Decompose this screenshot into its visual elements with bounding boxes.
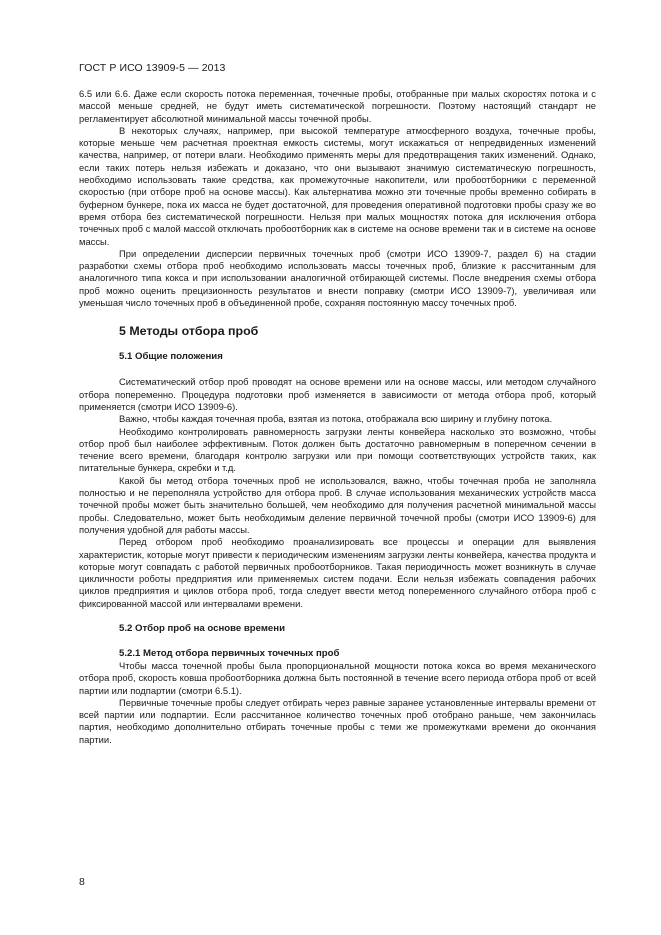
- paragraph-continuation: 6.5 или 6.6. Даже если скорость потока переменная, точечные пробы, отобранные при малых скоростях потока и с массой меньше средней, не будут иметь систематической погрешности. Поэтому настоящий стандарт не регламентирует абсолютной минимальной массы точечной пробы.: [79, 88, 596, 124]
- subsection-heading-5-2-1: 5.2.1 Метод отбора первичных точечных проб: [119, 647, 340, 659]
- paragraph: Необходимо контролировать равномерность загрузки ленты конвейера насколько это возможно, чтобы отбор проб был наиболее эффективным. Поток должен быть достаточно равномерным в поперечном сечении в течение всего времени, благодаря контролю загрузки или при помощи соответствующих устройств таких, как питательные бункера, скребки и т.д.: [79, 425, 596, 474]
- subsection-heading-5-2: 5.2 Отбор проб на основе времени: [119, 622, 285, 634]
- paragraph: Систематический отбор проб проводят на основе времени или на основе массы, или методом случайного отбора попеременно. Процедура подготовки проб изменяется в зависимости от метода отбора проб, который применяется (смотри ИСО 13909-6).: [79, 376, 596, 412]
- paragraph: Перед отбором проб необходимо проанализировать все процессы и операции для выявления характеристик, которые могут привести к периодическим изменениям загрузки ленты конвейера, качества продукта и которые могут совпадать с работой первичных пробоотборников. Такая периодичность может возникнуть в случае цикличности роботы предприятия или применяемых систем подачи. Если нельзя избежать совпадения рабочих циклов предприятия и циклов отбора проб, тогда следует ввести метод попеременного случайного отбора проб с фиксированной массой или интервалами времени.: [79, 536, 596, 609]
- paragraph: Важно, чтобы каждая точечная проба, взятая из потока, отображала всю ширину и глубину потока.: [119, 413, 553, 425]
- document-body: [79, 88, 596, 746]
- paragraph: В некоторых случаях, например, при высокой температуре атмосферного воздуха, точечные пробы, которые меньше чем расчетная проектная емкость системы, могут искажаться от непредвиденных изменений качества, например, от потери влаги. Необходимо применять меры для предотвращения таких изменений. Однако, если таких потерь нельзя избежать и доказано, что они вызывают значимую систематическую погрешность, необходимо использовать такие средства, как промежуточные накопители, или пробоотборники с переменной скоростью (при отборе проб на основе массы). Как альтернатива можно эти точечные пробы временно собирать в буферном бункере, пока их масса не будет достаточной, для проведения оперативной подготовки пробы сразу же во время отбора без систематической погрешности. Нельзя при малых мощностях потока для исключения отбора точечных проб с малой массой отключать пробоотборник как в системе на основе времени так и в системе на основе массы.: [79, 124, 596, 247]
- paragraph: При определении дисперсии первичных точечных проб (смотри ИСО 13909-7, раздел 6) на стадии разработки схемы отбора проб необходимо использовать массы точечных проб, близкие к рассчитанным для аналогичного типа кокса и при использовании аналогичной отбирающей системы. После внедрения схемы отбора проб можно оценить прецизионность результатов и внести поправку (смотри ИСО 13909-7), увеличивая или уменьшая число точечных проб в объединенной пробе, сохраняя постоянную массу точечных проб.: [79, 247, 596, 309]
- paragraph: Чтобы масса точечной пробы была пропорциональной мощности потока кокса во время механического отбора проб, скорость ковша пробоотборника должна быть постоянной в течение всего периода отбора проб от всей партии или подпартии (смотри 6.5.1).: [79, 659, 596, 696]
- subsection-heading-5-1: 5.1 Общие положения: [119, 351, 223, 363]
- paragraph: Первичные точечные пробы следует отбирать через равные заранее установленные интервалы времени от всей партии или подпартии. Если рассчитанное количество точечных проб отобрано раньше, чем закончилась партия, необходимо дополнительно отбирать точечные пробы с теми же промежутками времени до окончания партии.: [79, 696, 596, 745]
- section-heading-5: 5 Методы отбора проб: [119, 324, 259, 339]
- page-number: 8: [79, 876, 85, 888]
- paragraph: Какой бы метод отбора точечных проб не использовался, важно, чтобы точечная проба не заполняла полностью и не переполняла устройство для отбора проб. В случае использования механических устройств масса точечной пробы может быть значительно большей, чем необходимо для получения расчетной минимальной массы пробы. Следовательно, может быть необходимым деление первичной точечной пробы (смотри ИСО 13909-6) для получения удобной для работы массы.: [79, 474, 596, 535]
- document-header: ГОСТ Р ИСО 13909-5 — 2013: [79, 62, 226, 74]
